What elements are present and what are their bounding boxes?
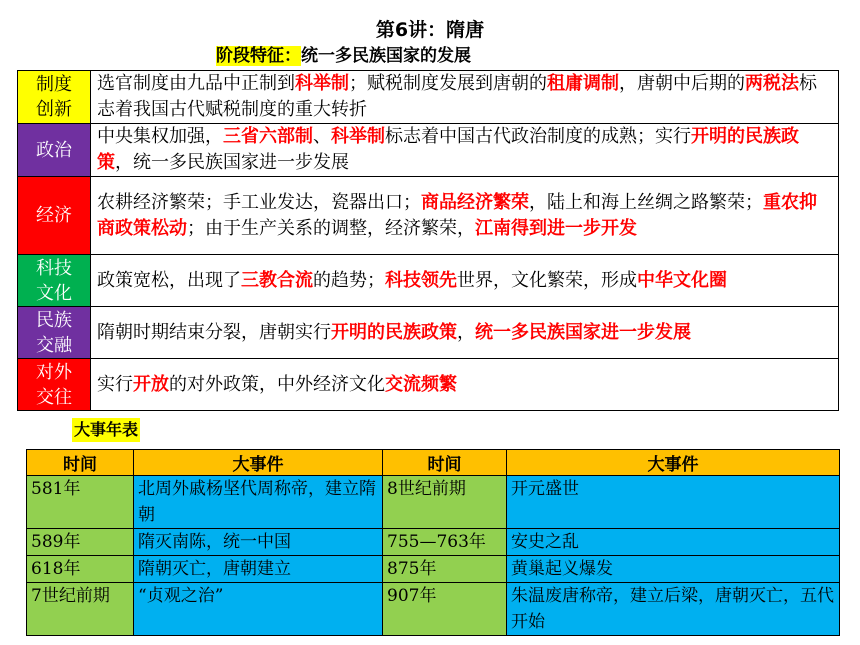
description-text: ，统一多民族国家进一步发展 <box>115 152 349 173</box>
description-text: ；由于生产关系的调整，经济繁荣， <box>187 217 475 239</box>
feature-category-line: 民族 <box>36 309 72 331</box>
description-text: 的对外政策，中外经济文化 <box>169 373 385 395</box>
feature-description <box>91 255 839 307</box>
header-time-2: 时间 <box>383 450 507 476</box>
feature-category <box>18 124 91 177</box>
highlight-term: 交流频繁 <box>385 373 457 395</box>
description-text: 标志着中国古代政治制度的成熟；实行 <box>385 126 691 147</box>
highlight-term: 三教合流 <box>241 269 313 291</box>
feature-category-line: 制度 <box>36 74 72 95</box>
highlight-term: 租庸调制 <box>547 73 619 94</box>
description-text: ，唐朝中后期的 <box>619 73 745 94</box>
event-time: 8世纪前期 <box>383 476 507 529</box>
feature-category <box>18 177 91 255</box>
event-time: 581年 <box>27 476 134 529</box>
event-row <box>27 583 840 636</box>
feature-category <box>18 255 91 307</box>
feature-row <box>18 255 839 307</box>
description-text: ；赋税制度发展到唐朝的 <box>349 73 547 94</box>
feature-description <box>91 307 839 359</box>
highlight-term: 中华文化圈 <box>637 269 727 291</box>
description-text: 世界，文化繁荣，形成 <box>457 269 637 291</box>
features-table <box>17 70 839 411</box>
feature-row <box>18 359 839 411</box>
highlight-term: 科举制 <box>331 126 385 147</box>
feature-row <box>18 177 839 255</box>
description-text: 农耕经济繁荣；手工业发达，瓷器出口； <box>97 191 421 213</box>
highlight-term: 科技领先 <box>385 269 457 291</box>
feature-row <box>18 124 839 177</box>
header-event-1: 大事件 <box>134 450 383 476</box>
event-time: 7世纪前期 <box>27 583 134 636</box>
description-text: 隋朝时期结束分裂，唐朝实行 <box>97 321 331 343</box>
description-text: 标志着我国古代赋税制度的重大转折 <box>97 73 817 120</box>
highlight-term: 开明的民族政策 <box>97 126 799 173</box>
stage-characteristic-text: 统一多民族国家的发展 <box>301 46 471 66</box>
event-description: 北周外戚杨坚代周称帝，建立隋朝 <box>134 476 383 529</box>
page-title: 第6讲：隋唐 <box>375 19 485 41</box>
feature-category-line: 政治 <box>36 139 72 161</box>
highlight-term: 两税法 <box>745 73 799 94</box>
event-time: 875年 <box>383 556 507 583</box>
feature-description <box>91 124 839 177</box>
feature-description <box>91 359 839 411</box>
feature-category-line: 创新 <box>36 99 72 120</box>
header-time-1: 时间 <box>27 450 134 476</box>
events-table <box>26 449 840 636</box>
event-description: 安史之乱 <box>507 529 840 556</box>
highlight-term: 三省六部制 <box>223 126 313 147</box>
stage-characteristic-label: 阶段特征： <box>216 46 301 66</box>
feature-description <box>91 177 839 255</box>
highlight-term: 江南得到进一步开发 <box>475 217 637 239</box>
highlight-term: 科举制 <box>295 73 349 94</box>
feature-row <box>18 71 839 124</box>
event-row <box>27 476 840 529</box>
event-description: 黄巢起义爆发 <box>507 556 840 583</box>
highlight-term: 统一多民族国家进一步发展 <box>475 321 691 343</box>
feature-category-line: 对外 <box>36 361 72 383</box>
description-text: ，陆上和海上丝绸之路繁荣； <box>529 191 763 213</box>
description-text: ， <box>457 321 475 343</box>
description-text: 政策宽松，出现了 <box>97 269 241 291</box>
description-text: 中央集权加强， <box>97 126 223 147</box>
description-text: 、 <box>313 126 331 147</box>
event-time: 755—763年 <box>383 529 507 556</box>
feature-category <box>18 359 91 411</box>
highlight-term: 开明的民族政策 <box>331 321 457 343</box>
feature-row <box>18 307 839 359</box>
highlight-term: 开放 <box>133 373 169 395</box>
description-text: 的趋势； <box>313 269 385 291</box>
event-row <box>27 556 840 583</box>
stage-characteristic <box>216 44 471 68</box>
feature-category <box>18 71 91 124</box>
highlight-term: 重农抑商政策松动 <box>97 191 817 239</box>
feature-description <box>91 71 839 124</box>
event-description: 朱温废唐称帝，建立后梁，唐朝灭亡，五代开始 <box>507 583 840 636</box>
description-text: 选官制度由九品中正制到 <box>97 73 295 94</box>
event-description: “贞观之治” <box>134 583 383 636</box>
event-description: 隋灭南陈，统一中国 <box>134 529 383 556</box>
header-event-2: 大事件 <box>507 450 840 476</box>
feature-category <box>18 307 91 359</box>
event-time: 907年 <box>383 583 507 636</box>
event-time: 589年 <box>27 529 134 556</box>
event-description: 开元盛世 <box>507 476 840 529</box>
feature-category-line: 交融 <box>36 334 72 356</box>
event-row <box>27 529 840 556</box>
feature-category-line: 科技 <box>36 257 72 279</box>
feature-category-line: 文化 <box>36 282 72 304</box>
feature-category-line: 交往 <box>36 386 72 408</box>
description-text: 实行 <box>97 373 133 395</box>
highlight-term: 商品经济繁荣 <box>421 191 529 213</box>
events-table-label: 大事年表 <box>72 418 140 442</box>
feature-category-line: 经济 <box>36 205 72 226</box>
events-header-row <box>27 450 840 476</box>
event-time: 618年 <box>27 556 134 583</box>
event-description: 隋朝灭亡，唐朝建立 <box>134 556 383 583</box>
